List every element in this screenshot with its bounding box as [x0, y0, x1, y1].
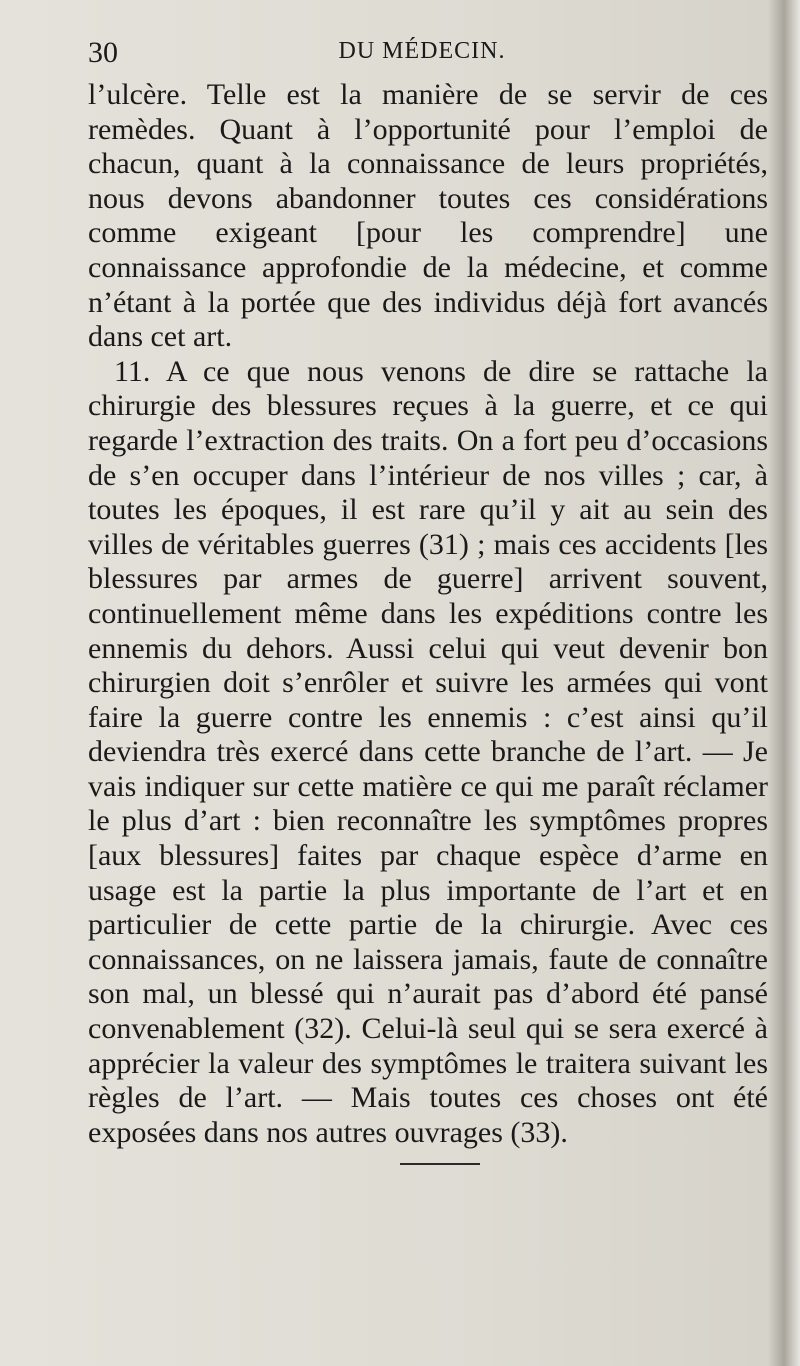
paragraph-continuation: l’ulcère. Telle est la manière de se servir de ces remèdes. Quant à l’opportunité pour l’emploi de chacun, quant à la connaissance de leurs propriétés, nous devons abandonner toutes ces considérations comme exigeant [pour les comprendre] une connaissance approfondie de la médecine, et comme n’étant à la portée que des individus déjà fort avancés dans cet art.	[88, 78, 768, 354]
running-head: DU MÉDECIN.	[338, 38, 506, 64]
end-rule-divider	[400, 1163, 480, 1165]
page-body	[88, 78, 768, 1150]
page-number: 30	[88, 36, 118, 69]
page-header	[88, 36, 756, 76]
paragraph-section-11: 11. A ce que nous venons de dire se rattache la chirurgie des blessures reçues à la guerre, et ce qui regarde l’extraction des traits. On a fort peu d’occasions de s’en occuper dans l’intérieur de nos villes ; car, à toutes les époques, il est rare qu’il y ait au sein des villes de véritables guerres (31) ; mais ces accidents [les blessures par armes de guerre] arrivent souvent, continuellement même dans les expéditions contre les ennemis du dehors. Aussi celui qui veut devenir bon chirurgien doit s’enrôler et suivre les armées qui vont faire la guerre contre les ennemis : c’est ainsi qu’il deviendra très exercé dans cette branche de l’art. — Je vais indiquer sur cette matière ce qui me paraît réclamer le plus d’art : bien reconnaître les symptômes propres [aux blessures] faites par chaque espèce d’arme en usage est la partie la plus importante de l’art et en particulier de cette partie de la chirurgie. Avec ces connaissances, on ne laissera jamais, faute de connaître son mal, un blessé qui n’aurait pas d’abord été pansé convenablement (32). Celui-là seul qui se sera exercé à apprécier la valeur des symptômes le traitera suivant les règles de l’art. — Mais toutes ces choses ont été exposées dans nos autres ouvrages (33).	[88, 354, 768, 1149]
